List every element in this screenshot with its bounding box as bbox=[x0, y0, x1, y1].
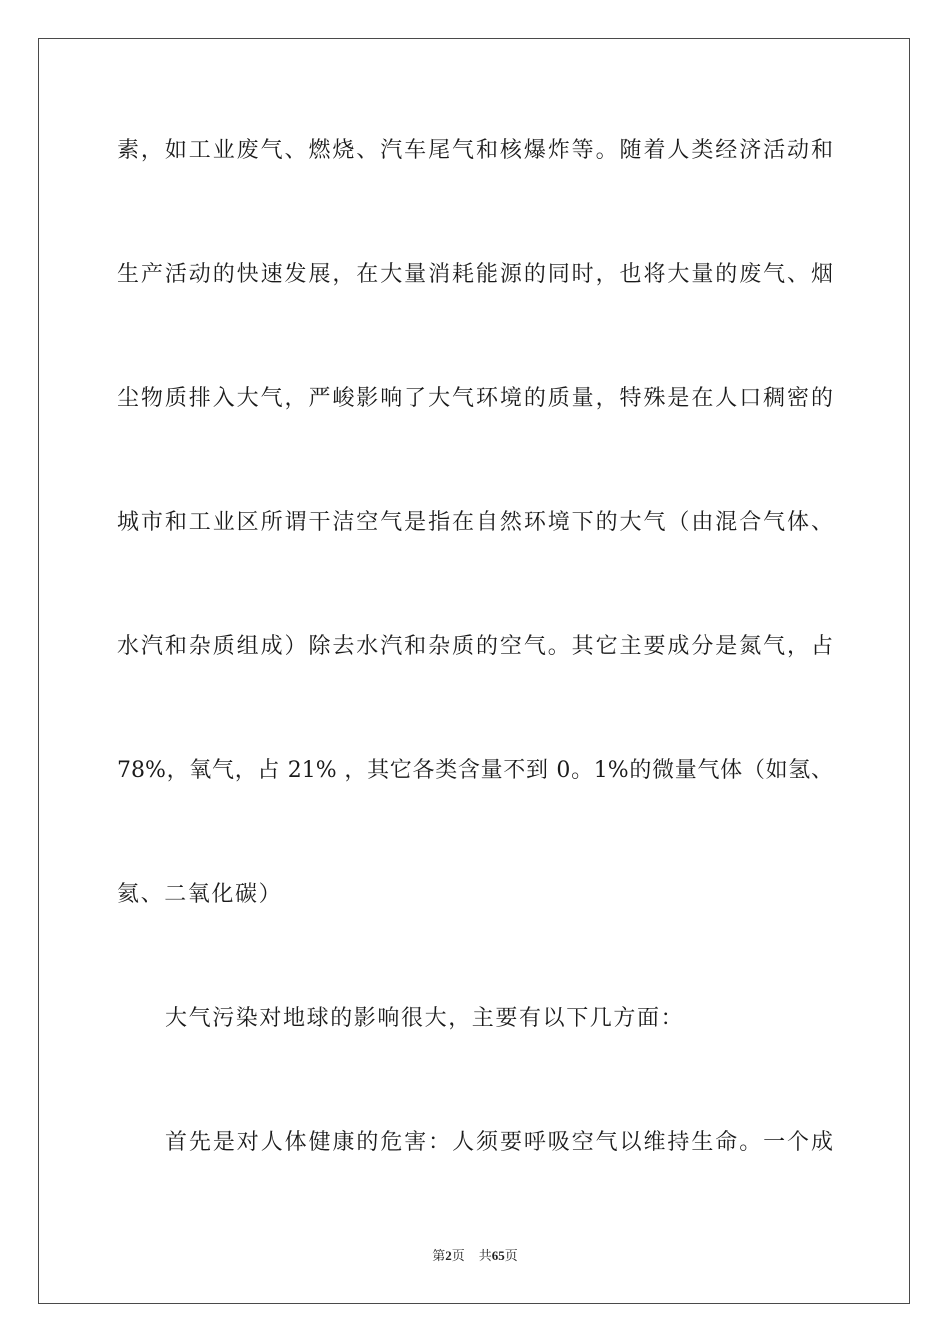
text-line-2: 生产活动的快速发展，在大量消耗能源的同时，也将大量的废气、烟 bbox=[117, 262, 833, 287]
paragraph-heading-line: 大气污染对地球的影响很大，主要有以下几方面： bbox=[165, 1006, 685, 1031]
text-line-6: 78%，氧气，占 21% ，其它各类含量不到 0。1%的微量气体（如氢、 bbox=[117, 758, 833, 783]
page-border bbox=[38, 38, 910, 1304]
text-line-9: 首先是对人体健康的危害：人须要呼吸空气以维持生命。一个成 bbox=[165, 1130, 833, 1155]
total-pages: 65 bbox=[491, 1248, 505, 1263]
text-line-1: 素，如工业废气、燃烧、汽车尾气和核爆炸等。随着人类经济活动和 bbox=[117, 138, 833, 163]
page-suffix: 页 bbox=[451, 1248, 465, 1263]
page-footer bbox=[0, 1247, 950, 1265]
page-prefix: 第 bbox=[432, 1248, 446, 1263]
text-line-5: 水汽和杂质组成）除去水汽和杂质的空气。其它主要成分是氮气，占 bbox=[117, 634, 833, 659]
total-suffix: 页 bbox=[504, 1248, 518, 1263]
text-line-3: 尘物质排入大气，严峻影响了大气环境的质量，特殊是在人口稠密的 bbox=[117, 386, 833, 411]
page-number: 2 bbox=[445, 1248, 452, 1263]
total-prefix: 共 bbox=[478, 1248, 492, 1263]
text-line-7: 氦、二氧化碳） bbox=[117, 882, 283, 907]
text-line-4: 城市和工业区所谓干洁空气是指在自然环境下的大气（由混合气体、 bbox=[117, 510, 833, 535]
